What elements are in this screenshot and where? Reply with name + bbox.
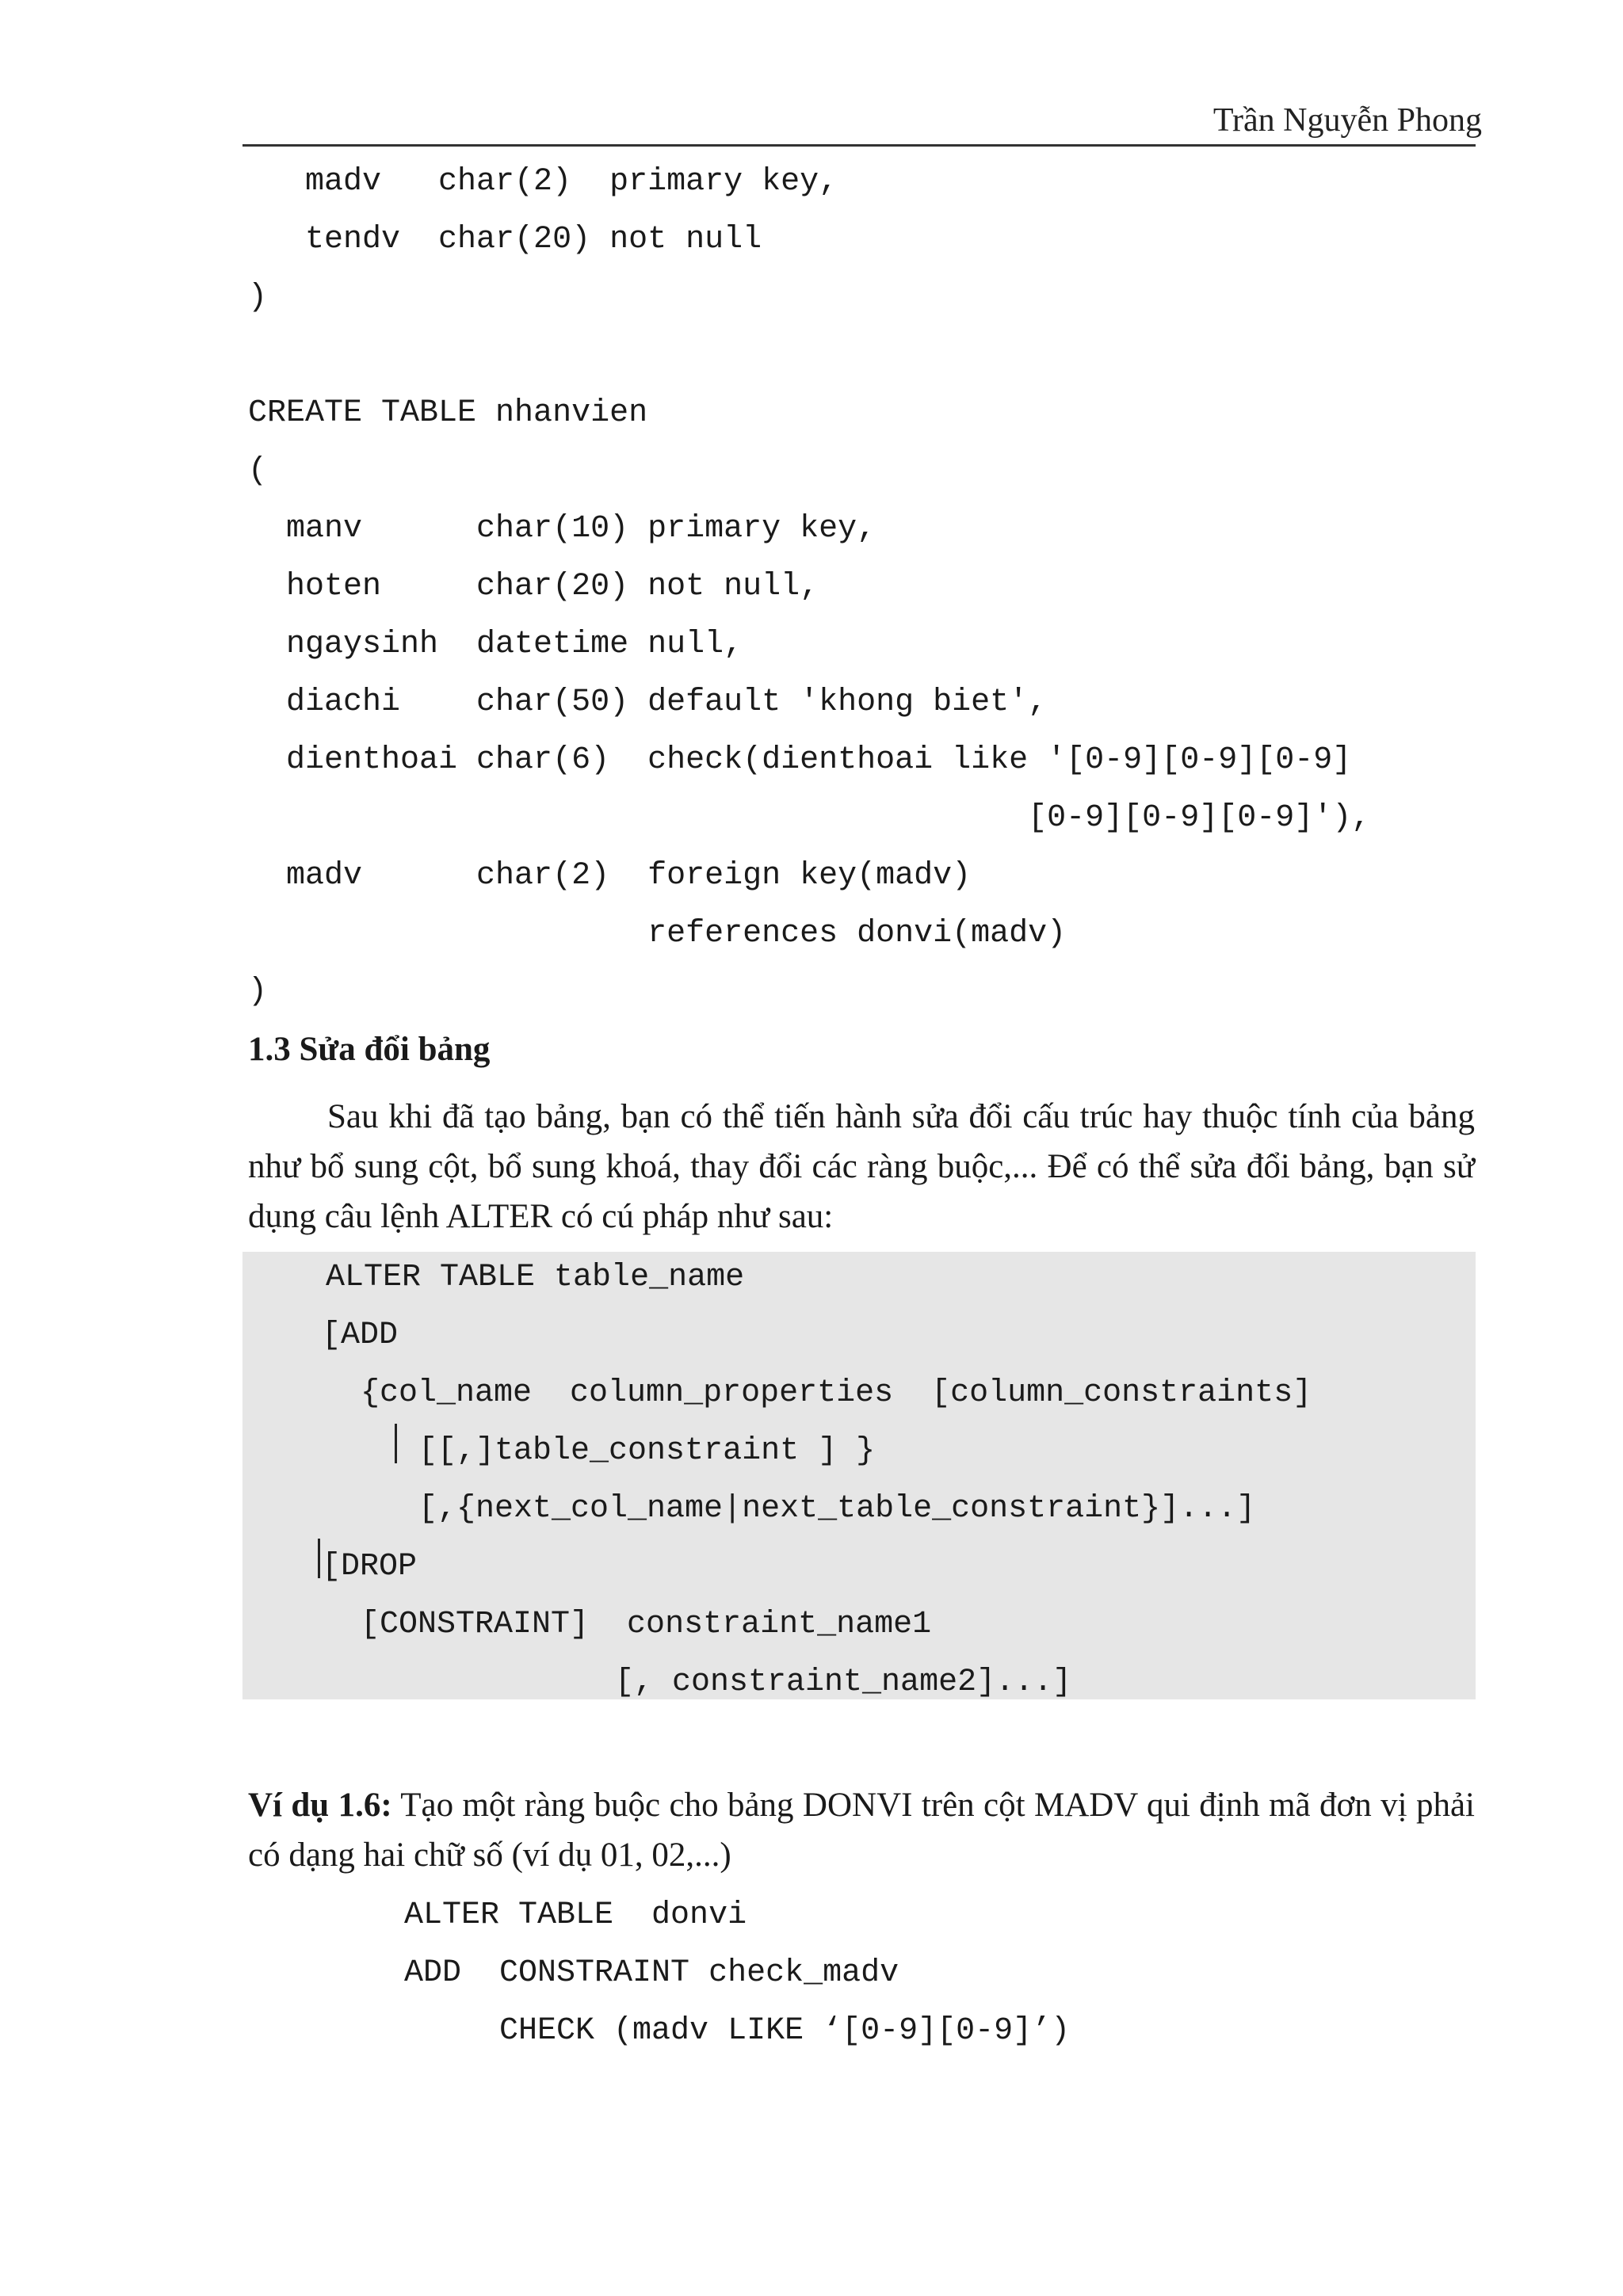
example-code-line: ADD CONSTRAINT check_madv bbox=[404, 1955, 899, 1991]
syntax-line: ALTER TABLE table_name bbox=[326, 1260, 745, 1295]
section-heading: 1.3 Sửa đổi bảng bbox=[248, 1031, 491, 1068]
paragraph-text: Sau khi đã tạo bảng, bạn có thể tiến hành sửa đổi cấu trúc hay thuộc tính của bảng như bổ sung cột, bổ sung khoá, thay đổi các ràng buộc,... Để có thể sửa đổi bảng, bạn sử dụng câu lệnh ALTER có cú pháp như sau: bbox=[248, 1098, 1475, 1235]
example-label: Ví dụ 1.6: bbox=[248, 1787, 392, 1824]
code-line: ) bbox=[248, 280, 268, 315]
example-code-line: ALTER TABLE donvi bbox=[404, 1897, 747, 1933]
code-line: CREATE TABLE nhanvien bbox=[248, 395, 648, 431]
syntax-line: [CONSTRAINT] constraint_name1 bbox=[361, 1607, 932, 1642]
syntax-line: [,{next_col_name|next_table_constraint}]...] bbox=[418, 1491, 1256, 1527]
code-line: ( bbox=[248, 453, 268, 489]
syntax-line: [, constraint_name2]...] bbox=[615, 1665, 1072, 1700]
example-paragraph bbox=[248, 1780, 1475, 1880]
code-line: references donvi(madv) bbox=[248, 916, 1067, 952]
code-line: ) bbox=[248, 974, 268, 1009]
syntax-line: [[,]table_constraint ] } bbox=[418, 1433, 876, 1469]
syntax-alternative-bar bbox=[318, 1539, 320, 1578]
code-line: hoten char(20) not null, bbox=[248, 569, 819, 605]
code-line: manv char(10) primary key, bbox=[248, 511, 876, 547]
code-line: diachi char(50) default 'khong biet', bbox=[248, 685, 1048, 720]
code-line: madv char(2) foreign key(madv) bbox=[248, 858, 972, 894]
page-header-author: Trần Nguyễn Phong bbox=[1212, 102, 1482, 139]
code-line: dienthoai char(6) check(dienthoai like '[0-9][0-9][0-9] bbox=[248, 742, 1352, 778]
body-paragraph bbox=[248, 1092, 1475, 1241]
code-line: [0-9][0-9][0-9]'), bbox=[248, 800, 1371, 836]
code-line: ngaysinh datetime null, bbox=[248, 627, 743, 662]
syntax-alternative-bar bbox=[395, 1424, 397, 1463]
example-code-line: CHECK (madv LIKE ‘[0-9][0-9]’) bbox=[404, 2013, 1071, 2049]
syntax-line: {col_name column_properties [column_constraints] bbox=[361, 1375, 1312, 1411]
header-divider bbox=[242, 144, 1476, 147]
example-text: Tạo một ràng buộc cho bảng DONVI trên cột MADV qui định mã đơn vị phải có dạng hai chữ số (ví dụ 01, 02,...) bbox=[248, 1787, 1475, 1874]
code-line: madv char(2) primary key, bbox=[248, 164, 838, 200]
syntax-line: [DROP bbox=[322, 1549, 418, 1585]
code-line: tendv char(20) not null bbox=[248, 222, 762, 257]
syntax-line: [ADD bbox=[322, 1318, 399, 1353]
